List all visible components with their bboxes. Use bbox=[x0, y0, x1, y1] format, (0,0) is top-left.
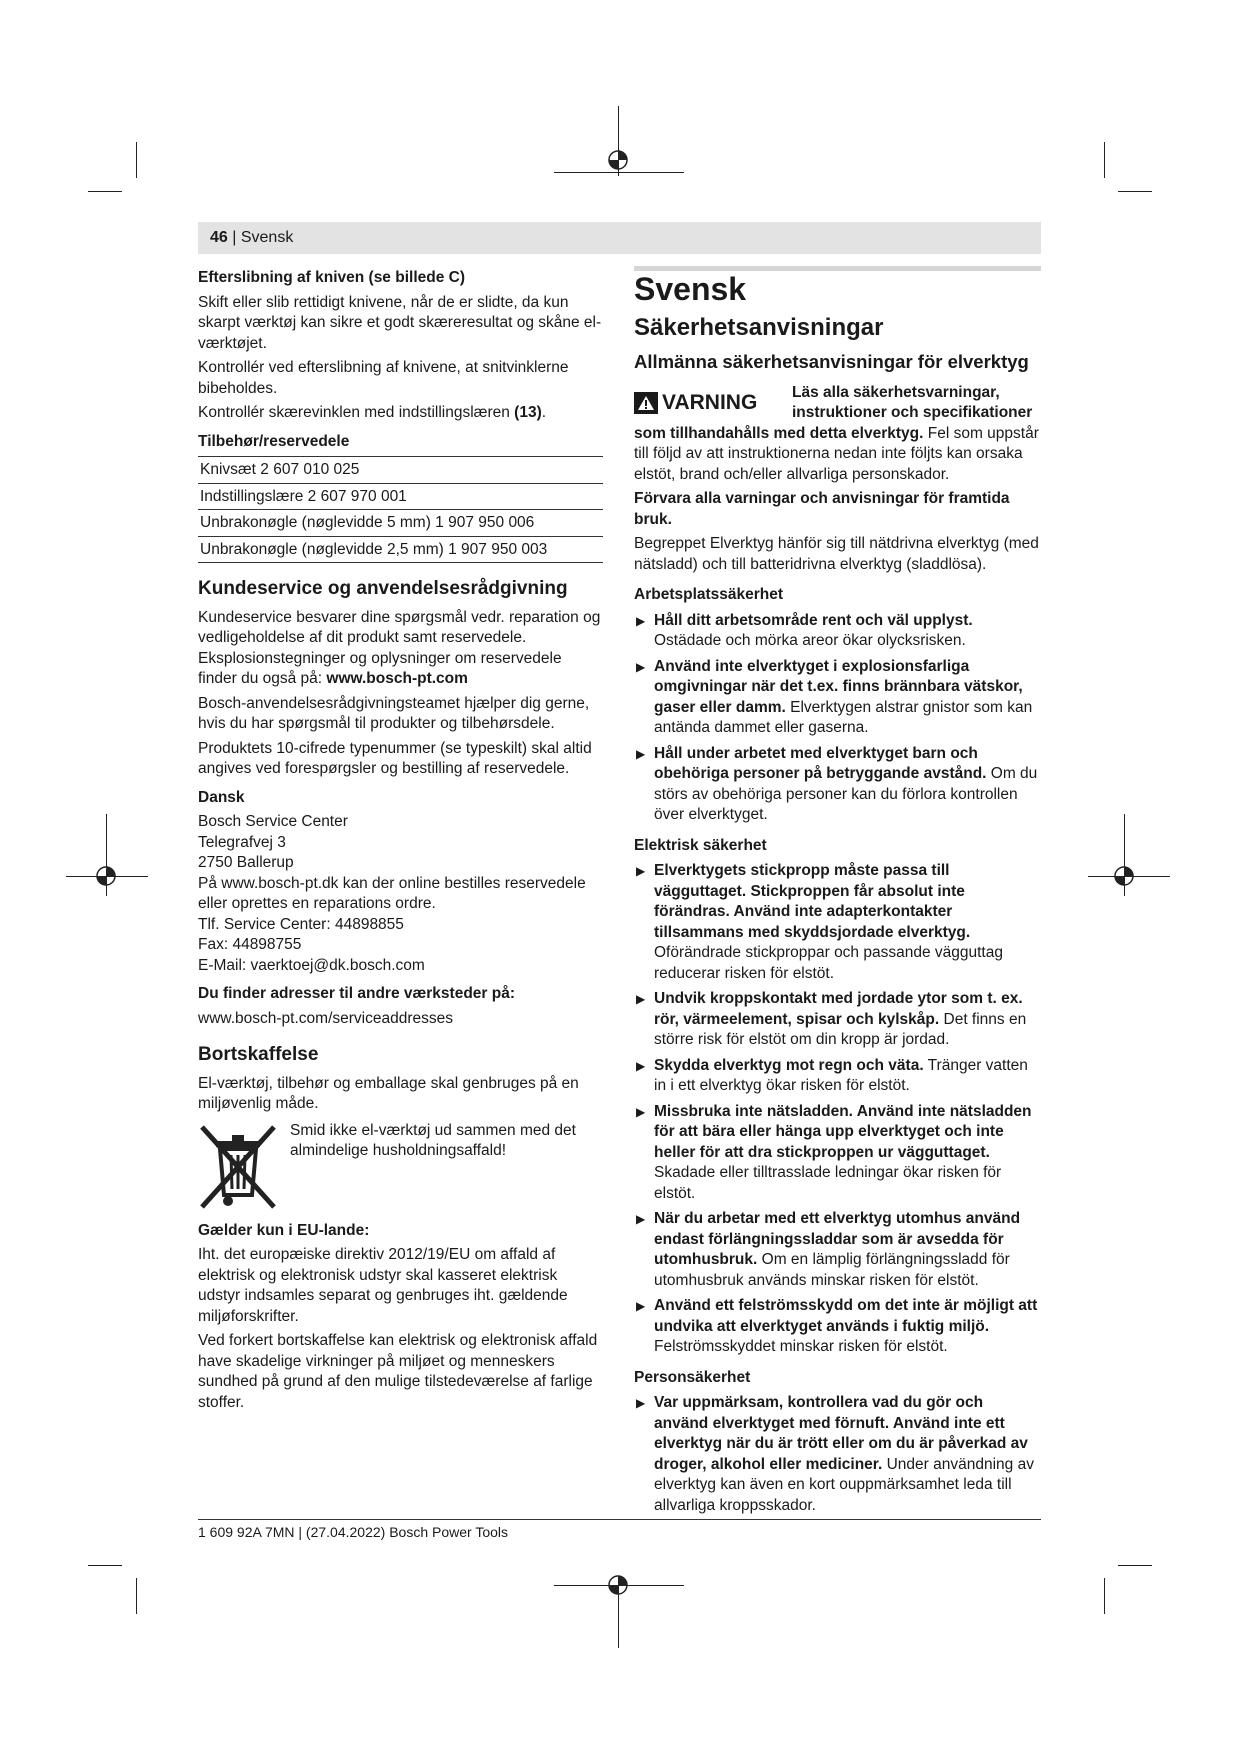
disposal-heading: Bortskaffelse bbox=[198, 1044, 319, 1065]
list-item: ▶ Skydda elverktyg mot regn och väta. Tränger vatten in i ett elverktyg ökar risken för elstöt. bbox=[636, 1056, 1028, 1094]
eu-paragraph: Ved forkert bortskaffelse kan elektrisk og elektronisk affald have skadelige virkninger på miljøet og menneskers sundhed på grund af den mulige tilstedeværelse af farlige stoffer. bbox=[198, 1332, 598, 1411]
table-cell: Unbrakonøgle (nøglevidde 5 mm) 1 907 950 006 bbox=[198, 510, 603, 537]
regrind-paragraph: Kontrollér skærevinklen med indstillingslæren (13). bbox=[198, 404, 547, 421]
address-line: Telegrafvej 3 bbox=[198, 833, 286, 851]
regrind-paragraph: Skift eller slib rettidigt knivene, når de er slidte, da kun skarpt værktøj kan sikre et godt skæreresultat og skåne el-værktøjet. bbox=[198, 293, 602, 352]
service-paragraph: Produktets 10-cifrede typenummer (se typeskilt) skal altid angives ved forespørgsler og bestilling af reservedele. bbox=[198, 739, 592, 777]
warning-block bbox=[634, 383, 1041, 424]
service-heading: Kundeservice og anvendelsesrådgivning bbox=[198, 578, 568, 599]
right-column bbox=[634, 266, 1041, 1521]
warning-paragraph: som tillhandahålls med detta elverktyg. Fel som uppstår till följd av att instruktionerna nedan inte följts kan orsaka elstöt, brand och/eller allvarliga personskador. bbox=[634, 424, 1039, 483]
definition-paragraph: Begreppet Elverktyg hänför sig till nätdrivna elverktyg (med nätsladd) och till batteridrivna elverktyg (sladdlösa). bbox=[634, 535, 1039, 573]
address-line: Tlf. Service Center: 44898855 bbox=[198, 915, 404, 933]
address-line: Fax: 44898755 bbox=[198, 936, 302, 953]
work-area-title: Arbetsplatssäkerhet bbox=[634, 586, 784, 603]
general-safety-title: Allmänna säkerhetsanvisningar för elverktyg bbox=[634, 351, 1029, 372]
weee-notice bbox=[198, 1121, 603, 1211]
personal-title: Personsäkerhet bbox=[634, 1368, 751, 1386]
list-item: ▶ Håll under arbetet med elverktyget barn och obehöriga personer på betryggande avstånd. Om du störs av obehöriga personer kan du förlora kontrollen över elverktyget. bbox=[636, 744, 1038, 823]
crossed-bin-icon bbox=[198, 1121, 278, 1211]
service-link[interactable]: www.bosch-pt.com bbox=[326, 670, 468, 687]
list-item: ▶ När du arbetar med ett elverktyg utomhus använd endast förlängningssladdar som är avsedda för utomhusbruk. Om en lämplig förlängningssladd för utomhusbruk används minskar risken för elstöt. bbox=[636, 1210, 1021, 1289]
weee-text: Smid ikke el-værktøj ud sammen med det almindelige husholdningsaffald! bbox=[290, 1121, 576, 1159]
list-item: ▶ Håll ditt arbetsområde rent och väl upplyst. Ostädade och mörka areor ökar olycksrisken. bbox=[636, 611, 973, 649]
regrind-title: Efterslibning af kniven (se billede C) bbox=[198, 269, 465, 286]
electrical-title: Elektrisk säkerhet bbox=[634, 836, 767, 854]
footer-divider bbox=[198, 1519, 1041, 1520]
eu-paragraph: Iht. det europæiske direktiv 2012/19/EU om affald af elektrisk og elektronisk udstyr skal kasseret elektrisk udstyr indsamles separat og genbruges iht. gældende miljøforskrifter. bbox=[198, 1246, 568, 1325]
registration-target-icon bbox=[606, 1573, 630, 1597]
disposal-paragraph: El-værktøj, tilbehør og emballage skal genbruges på en miljøvenlig måde. bbox=[198, 1074, 579, 1112]
bullet-arrow-icon: ▶ bbox=[636, 1299, 646, 1313]
address-block bbox=[198, 812, 603, 976]
warning-bold-text: Läs alla säkerhetsvarningar, instruktioner och specifikationer bbox=[792, 383, 1033, 421]
header-section: Svensk bbox=[240, 229, 294, 246]
accessories-title: Tilbehør/reservedele bbox=[198, 432, 350, 450]
address-line: E-Mail: vaerktoej@dk.bosch.com bbox=[198, 956, 425, 974]
list-item: ▶ Var uppmärksam, kontrollera vad du gör och använd elverktyget med förnuft. Använd inte ett elverktyg när du är trött eller om du är påverkad av droger, alkohol eller mediciner. Under användning av elverktyg kan även en kort ouppmärksamhet leda till allvarliga kroppsskador. bbox=[636, 1394, 1034, 1514]
service-paragraph: Kundeservice besvarer dine spørgsmål vedr. reparation og vedligeholdelse af dit produkt samt reservedele. Eksplosionstegninger og oplysninger om reservedele finder du også på: www.bosch-pt.com bbox=[198, 608, 601, 687]
bullet-arrow-icon: ▶ bbox=[636, 746, 646, 761]
bullet-arrow-icon: ▶ bbox=[636, 992, 646, 1006]
regrind-paragraph: Kontrollér ved efterslibning af knivene, at snitvinklerne bibeholdes. bbox=[198, 359, 569, 397]
language-title: Svensk bbox=[634, 271, 747, 307]
list-item: ▶ Använd ett felströmsskydd om det inte är möjligt att undvika att elverktyget används i fuktig miljö. Felströmsskyddet minskar risken för elstöt. bbox=[636, 1297, 1038, 1355]
bullet-arrow-icon: ▶ bbox=[636, 864, 646, 878]
list-item: ▶ Använd inte elverktyget i explosionsfarliga omgivningar när det t.ex. finns brännbara vätskor, gaser eller damm. Elverktygen alstrar gnistor som kan antända dammet eller gaserna. bbox=[636, 657, 1033, 736]
bullet-arrow-icon: ▶ bbox=[636, 1058, 646, 1073]
table-row bbox=[198, 457, 603, 484]
table-cell: Knivsæt 2 607 010 025 bbox=[198, 457, 603, 484]
bullet-arrow-icon: ▶ bbox=[636, 1396, 646, 1410]
page-number: 46 bbox=[210, 229, 228, 246]
table-cell: Unbrakonøgle (nøglevidde 2,5 mm) 1 907 950 003 bbox=[198, 536, 603, 563]
other-addresses-title: Du finder adresser til andre værksteder på: bbox=[198, 985, 516, 1002]
address-line: 2750 Ballerup bbox=[198, 854, 294, 871]
country-title: Dansk bbox=[198, 788, 245, 806]
table-row bbox=[198, 510, 603, 537]
warning-triangle-icon bbox=[634, 392, 658, 414]
bullet-arrow-icon: ▶ bbox=[636, 613, 646, 628]
bullet-arrow-icon: ▶ bbox=[636, 1104, 646, 1119]
list-item: ▶ Undvik kroppskontakt med jordade ytor som t. ex. rör, värmeelement, spisar och kylskåp. Det finns en större risk för elstöt om din kropp är jordad. bbox=[636, 990, 1027, 1048]
table-row bbox=[198, 536, 603, 563]
address-line: På www.bosch-pt.dk kan der online bestilles reservedele eller oprettes en reparations ordre. bbox=[198, 874, 586, 912]
registration-target-icon bbox=[94, 864, 118, 888]
bullet-arrow-icon: ▶ bbox=[636, 659, 646, 674]
eu-title: Gælder kun i EU-lande: bbox=[198, 1221, 370, 1239]
other-addresses-link[interactable]: www.bosch-pt.com/serviceaddresses bbox=[198, 1009, 453, 1027]
left-column bbox=[198, 268, 603, 1417]
page-footer: 1 609 92A 7MN | (27.04.2022) Bosch Power Tools bbox=[198, 1524, 509, 1540]
accessories-table bbox=[198, 456, 603, 563]
safety-title: Säkerhetsanvisningar bbox=[634, 313, 884, 341]
part-reference: (13) bbox=[514, 404, 542, 421]
table-cell: Indstillingslære 2 607 970 001 bbox=[198, 483, 603, 510]
keep-instructions: Förvara alla varningar och anvisningar för framtida bruk. bbox=[634, 490, 1010, 528]
registration-target-icon bbox=[606, 148, 630, 172]
page-header: 46 | Svensk bbox=[198, 222, 1041, 254]
address-line: Bosch Service Center bbox=[198, 813, 348, 830]
bullet-arrow-icon: ▶ bbox=[636, 1212, 646, 1226]
list-item: ▶ Missbruka inte nätsladden. Använd inte nätsladden för att bära eller hänga upp elverktyget och inte heller för att dra stickproppen ur vägguttaget. Skadade eller tilltrasslade ledningar ökar risken för elstöt. bbox=[636, 1102, 1032, 1202]
table-row bbox=[198, 483, 603, 510]
service-paragraph: Bosch-anvendelsesrådgivningsteamet hjælper dig gerne, hvis du har spørgsmål til produkter og tilbehørsdele. bbox=[198, 694, 590, 732]
registration-target-icon bbox=[1112, 864, 1136, 888]
list-item: ▶ Elverktygets stickpropp måste passa till vägguttaget. Stickproppen får absolut inte förändras. Använd inte adapterkontakter tillsammans med skyddsjordade elverktyg. Oförändrade stickproppar och passande vägguttag reducerar risken för elstöt. bbox=[636, 862, 1003, 982]
warning-label: VARNING bbox=[634, 383, 792, 424]
